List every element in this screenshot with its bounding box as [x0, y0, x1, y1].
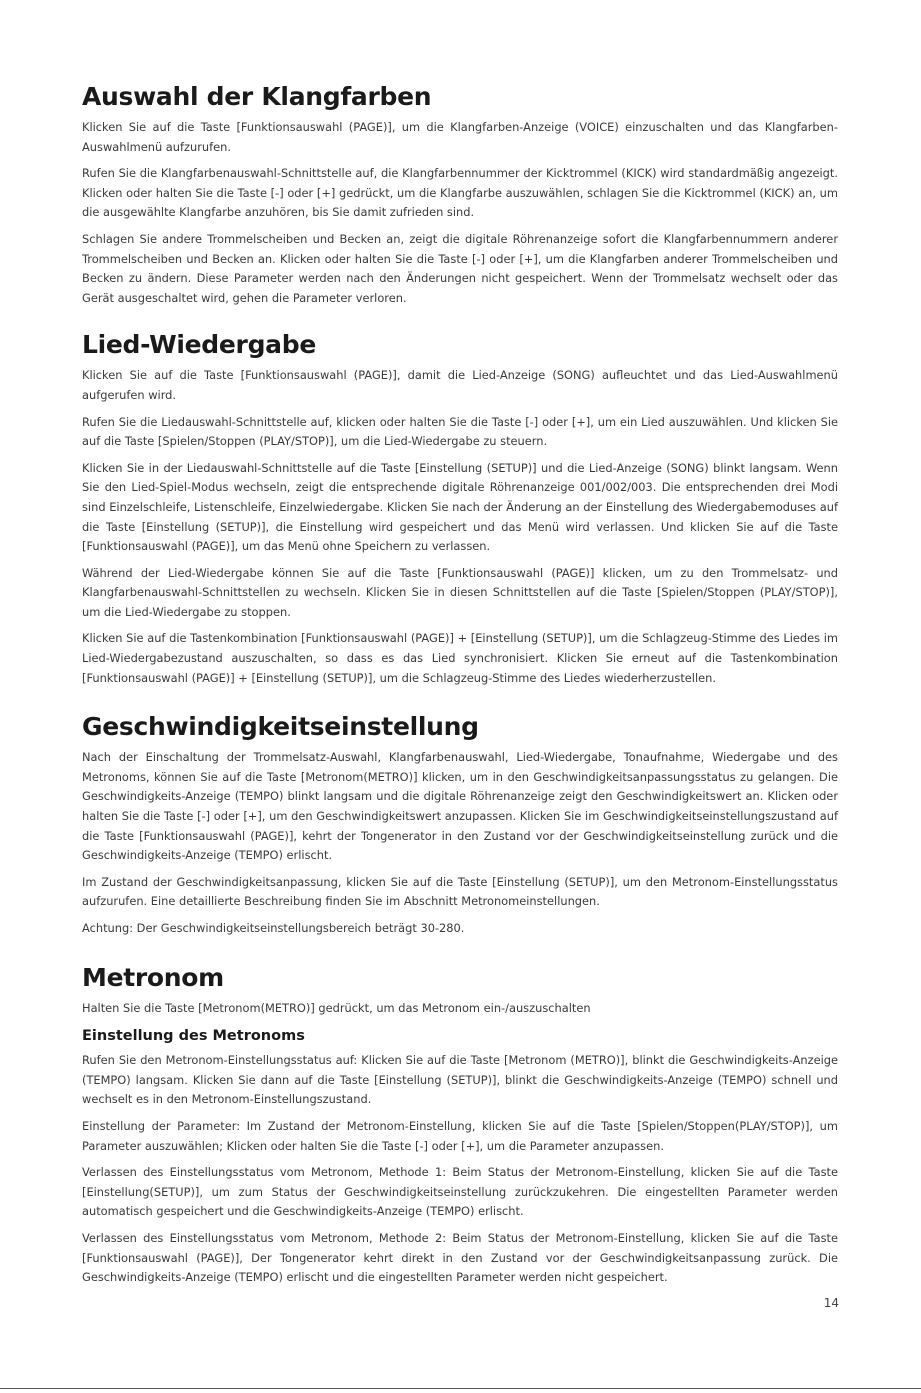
paragraph: Im Zustand der Geschwindigkeitsanpassung, klicken Sie auf die Taste [Einstellung (SETUP)], um den Metronom-Einstellungsstatus aufzurufen. Eine detaillierte Beschreibung finden Sie im Abschnitt Metronomeinstellungen. [82, 874, 838, 909]
section-title: Auswahl der Klangfarben [82, 82, 432, 111]
paragraph: Rufen Sie die Klangfarbenauswahl-Schnittstelle auf, die Klangfarbennummer der Kicktrommel (KICK) wird standardmäßig angezeigt. Klicken oder halten Sie die Taste [-] oder [+] gedrückt, um die Klangfarbe auszuwählen, schlagen Sie die Kicktrommel (KICK) an, um die ausgewählte Klangfarbe anzuhören, bis Sie damit zufrieden sind. [82, 166, 838, 220]
section-intro: Halten Sie die Taste [Metronom(METRO)] gedrückt, um das Metronom ein-/auszuschalten [82, 1000, 591, 1015]
paragraph: Rufen Sie den Metronom-Einstellungsstatus auf: Klicken Sie auf die Taste [Metronom (METRO)], blinkt die Geschwindigkeits-Anzeige (TEMPO) langsam. Klicken Sie dann auf die Taste [Einstellung (SETUP)], blinkt die Geschwindigkeits-Anzeige (TEMPO) schnell und wechselt es in den Metronom-Einstellungszustand. [82, 1053, 838, 1107]
section-geschwindigkeit [82, 710, 838, 938]
page-content [82, 80, 838, 1295]
section-title: Metronom [82, 962, 224, 992]
paragraph: Verlassen des Einstellungsstatus vom Metronom, Methode 2: Beim Status der Metronom-Einstellung, klicken Sie auf die Taste [Funktionsauswahl (PAGE)], Der Tongenerator kehrt direkt in den Zustand vor der Geschwindigkeitsanpassung zurück. Die Geschwindigkeits-Anzeige (TEMPO) erlischt und die eingestellten Parameter werden nicht gespeichert. [82, 1230, 838, 1285]
page-number: 14 [823, 1296, 839, 1310]
paragraph: Nach der Einschaltung der Trommelsatz-Auswahl, Klangfarbenauswahl, Lied-Wiedergabe, Tonaufnahme, Wiedergabe und des Metronoms, können Sie auf die Taste [Metronom(METRO)] klicken, um in den Geschwindigkeitsanpassungsstatus zu gelangen. Die Geschwindigkeits-Anzeige (TEMPO) blinkt langsam und die digitale Röhrenanzeige zeigt den Geschwindigkeitswert an. Klicken oder halten Sie die Taste [-] oder [+], um den Geschwindigkeitswert anzupassen. Klicken Sie im Geschwindigkeitseinstellungszustand auf die Taste [Funktionsauswahl (PAGE)], kehrt der Tongenerator in den Zustand vor der Geschwindigkeitseinstellung zurück und die Geschwindigkeits-Anzeige (TEMPO) erlischt. [82, 750, 838, 863]
bottom-divider [0, 1388, 921, 1389]
paragraph: Schlagen Sie andere Trommelscheiben und Becken an, zeigt die digitale Röhrenanzeige sofort die Klangfarbennummern anderer Trommelscheiben und Becken an. Klicken oder halten Sie die Taste [-] oder [+], um die Klangfarben anderer Trommelscheiben und Becken zu ändern. Diese Parameter werden nach den Änderungen nicht gespeichert. Wenn der Trommelsatz wechselt oder das Gerät ausgeschaltet wird, gehen die Parameter verloren. [82, 231, 838, 305]
paragraph: Einstellung der Parameter: Im Zustand der Metronom-Einstellung, klicken Sie auf die Taste [Spielen/Stoppen(PLAY/STOP)], um Parameter auszuwählen; Klicken oder halten Sie die Taste [-] oder [+], um die Parameter anzupassen. [82, 1118, 838, 1153]
paragraph: Klicken Sie auf die Tastenkombination [Funktionsauswahl (PAGE)] + [Einstellung (SETUP)], um die Schlagzeug-Stimme des Liedes im Lied-Wiedergabezustand auszuschalten, so dass es das Lied synchronisiert. Klicken Sie erneut auf die Tastenkombination [Funktionsauswahl (PAGE)] + [Einstellung (SETUP)], um die Schlagzeug-Stimme des Liedes wiederherzustellen. [82, 631, 838, 685]
paragraph: Achtung: Der Geschwindigkeitseinstellungsbereich beträgt 30-280. [82, 921, 465, 935]
paragraph: Rufen Sie die Liedauswahl-Schnittstelle auf, klicken oder halten Sie die Taste [-] oder [+], um ein Lied auszuwählen. Und klicken Sie auf die Taste [Spielen/Stoppen (PLAY/STOP)], um die Lied-Wiedergabe zu steuern. [82, 414, 838, 449]
paragraph: Klicken Sie auf die Taste [Funktionsauswahl (PAGE)], damit die Lied-Anzeige (SONG) aufleuchtet und das Lied-Auswahlmenü aufgerufen wird. [82, 368, 838, 402]
paragraph: Während der Lied-Wiedergabe können Sie auf die Taste [Funktionsauswahl (PAGE)] klicken, um zu den Trommelsatz- und Klangfarbenauswahl-Schnittstellen zu wechseln. Klicken Sie in diesen Schnittstellen auf die Taste [Spielen/Stoppen (PLAY/STOP)], um die Lied-Wiedergabe zu stoppen. [82, 565, 838, 619]
section-lied-wiedergabe [82, 328, 838, 688]
section-metronom [82, 961, 838, 1288]
paragraph: Verlassen des Einstellungsstatus vom Metronom, Methode 1: Beim Status der Metronom-Einstellung, klicken Sie auf die Taste [Einstellung(SETUP)], um zum Status der Geschwindigkeitseinstellung zurückzukehren. Die eingestellten Parameter werden automatisch gespeichert und die Geschwindigkeits-Anzeige (TEMPO) erlischt. [82, 1165, 838, 1219]
section-title: Geschwindigkeitseinstellung [82, 712, 479, 742]
section-title: Lied-Wiedergabe [82, 330, 317, 360]
subsection-title: Einstellung des Metronoms [82, 1028, 305, 1045]
section-klangfarben [82, 80, 838, 308]
paragraph: Klicken Sie in der Liedauswahl-Schnittstelle auf die Taste [Einstellung (SETUP)] und die Lied-Anzeige (SONG) blinkt langsam. Wenn Sie den Lied-Spiel-Modus wechseln, zeigt die entsprechende digitale Röhrenanzeige 001/002/003. Die entsprechenden drei Modi sind Einzelschleife, Listenschleife, Einzelwiedergabe. Klicken Sie nach der Änderung an der Einstellung des Wiedergabemoduses auf die Taste [Einstellung (SETUP)], die Einstellung wird gespeichert und das Menü wird verlassen. Und klicken Sie auf die Taste [Funktionsauswahl (PAGE)], um das Menü ohne Speichern zu verlassen. [82, 460, 838, 554]
paragraph: Klicken Sie auf die Taste [Funktionsauswahl (PAGE)], um die Klangfarben-Anzeige (VOICE) einzuschalten und das Klangfarben-Auswahlmenü aufzurufen. [82, 120, 838, 154]
